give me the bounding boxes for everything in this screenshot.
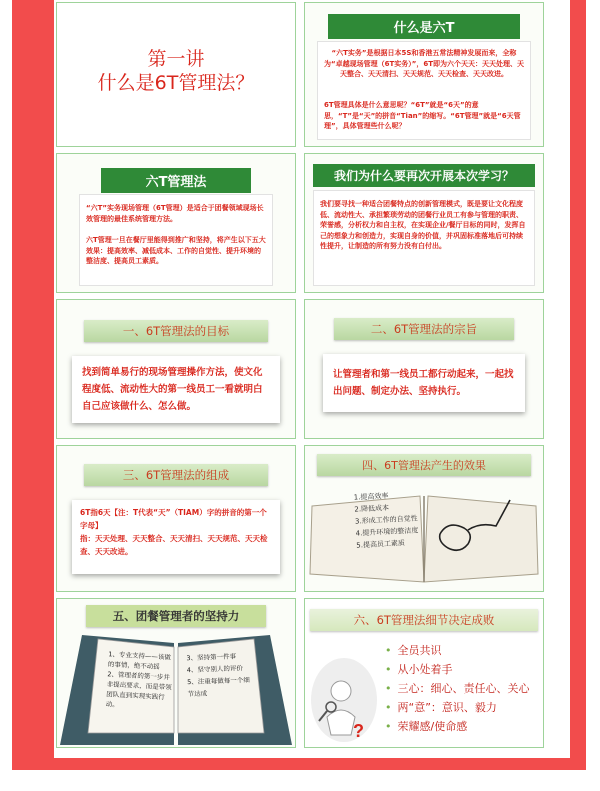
open-book-illustration — [308, 474, 540, 589]
slide-10-heading: 六、6T管理法细节决定成败 — [310, 609, 538, 631]
slide-10-item: • 两“意”：意识、毅力 — [385, 698, 530, 717]
slide-2-title: 什么是六T — [328, 14, 520, 39]
slide-6-heading: 二、6T管理法的宗旨 — [334, 318, 514, 340]
slide-1-title-line2: 什么是6T管理法？ — [97, 72, 255, 94]
slide-6-card: 让管理者和第一线员工都行动起来，一起找出问题、制定办法、坚持执行。 — [323, 354, 525, 412]
slide-8-item: 4.提升环境的整洁度 — [355, 526, 419, 538]
slide-8-item: 2.降低成本 — [354, 503, 390, 514]
slide-3 — [56, 153, 296, 293]
slide-7-body-line1: 6T指6天【注：T代表“天”（TIAM）字的拼音的第一个字母】 — [80, 508, 267, 530]
slide-8-item: 5.提高员工素质 — [356, 539, 406, 550]
slide-5 — [56, 299, 296, 439]
slide-9-left-page: 1、专业支持——该做的事情，绝不动摇 2、管理者的第一步并非提出要求，而是带领团队直到实现实践行动。 — [105, 650, 172, 709]
slide-1 — [56, 2, 296, 147]
slide-4-para: 我们要寻找一种适合团餐特点的创新管理模式，既是要让文化程度低、流动性大、承担繁琐劳动的团餐行业员工有参与管理的职责、荣誉感，分析权力和自主权，在实现企业/餐厅目标的同时，发挥自己的想象力和创造力，实现自身的价值，并巩固标准落地后可持续性提升，让制造的所有努力没有白付出。 — [320, 200, 526, 250]
slide-3-textbox — [79, 194, 273, 286]
slide-8-item: 3.形成工作的自觉性 — [354, 514, 418, 526]
open-book-illustration — [58, 627, 294, 747]
slide-6 — [304, 299, 544, 439]
slide-10-item: • 从小处着手 — [385, 660, 530, 679]
thinking-figure-illustration — [309, 655, 379, 745]
svg-text:?: ? — [353, 721, 364, 741]
slide-4-textbox — [313, 190, 535, 286]
slide-8-items — [353, 488, 419, 551]
slide-7 — [56, 445, 296, 592]
slide-2 — [304, 2, 544, 147]
slide-7-heading: 三、6T管理法的组成 — [84, 464, 268, 486]
slide-2-para1: “六T实务”是根据日本5S和香港五常法精神发展而来，全称为“卓越现场管理（6T实务）”，6T即为六个天天：天天处理、天天整合、天天清扫、天天规范、天天检查、天天改进。 — [324, 49, 524, 78]
slide-9-heading: 五、团餐管理者的坚持力 — [86, 605, 266, 627]
slide-10 — [304, 598, 544, 748]
slide-9-right-page: 3、坚持第一件事 4、坚守别人的评价 5、注重每做每一个细节达成 — [186, 652, 250, 699]
slide-9 — [56, 598, 296, 748]
slide-10-item: • 全员共识 — [385, 641, 530, 660]
slide-2-para2: 6T管理具体是什么意思呢？“6T”就是“6天”的意思，“T”是“天”的拼音“Tian”的缩写。“6T管理”就是“6天管理”，具体管理些什么呢？ — [324, 101, 521, 130]
slide-3-para1: “六T”实务现场管理（6T管理）是适合于团餐领域现场长效管理的最佳系统管理方法。 — [86, 204, 264, 223]
slide-7-body-line2: 指：天天处理、天天整合、天天清扫、天天规范、天天检查、天天改进。 — [80, 534, 268, 556]
slide-8-item: 1.提高效率 — [353, 491, 389, 502]
slide-10-item: • 三心：细心、责任心、关心 — [385, 679, 530, 698]
slide-10-item: • 荣耀感/使命感 — [385, 717, 530, 736]
slide-4 — [304, 153, 544, 293]
slide-5-heading: 一、6T管理法的目标 — [84, 320, 268, 342]
slide-1-title-line1: 第一讲 — [147, 48, 205, 70]
slide-4-title: 我们为什么要再次开展本次学习？ — [313, 164, 535, 187]
slide-7-card — [72, 500, 280, 574]
slide-2-textbox — [317, 41, 531, 140]
slide-8 — [304, 445, 544, 592]
slide-5-card: 找到简单易行的现场管理操作方法，使文化程度低、流动性大的第一线员工一看就明白自己应该做什么、怎么做。 — [72, 356, 280, 423]
slide-10-list — [385, 641, 530, 736]
slide-3-para2: 六T管理一旦在餐厅里能得到推广和坚持，将产生以下五大效果：提高效率、减低成本、工作的自觉性、提升环境的整洁度、提高员工素质。 — [86, 236, 266, 265]
slide-8-heading: 四、6T管理法产生的效果 — [317, 454, 531, 476]
slide-3-title: 六T管理法 — [101, 168, 251, 193]
